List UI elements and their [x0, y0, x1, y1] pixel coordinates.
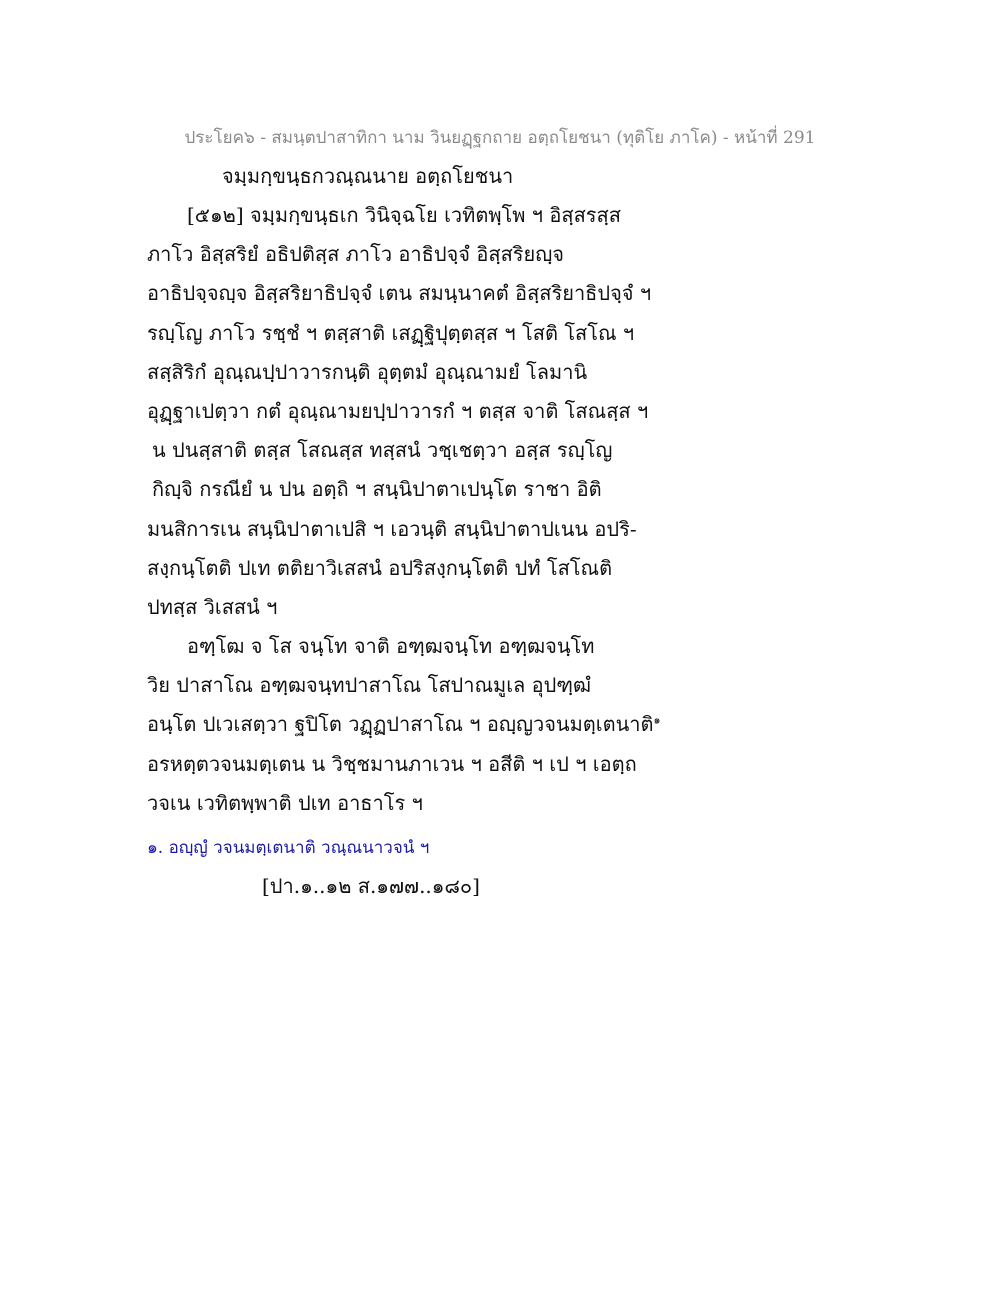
paragraph-line: น ปนสฺสาติ ตสฺส โสณสฺส ทสฺสนํ วชฺเชตฺวา อสฺส รญฺโญ — [152, 438, 613, 463]
paragraph-line: วจเน เวทิตพฺพาติ ปเท อาธาโร ฯ — [147, 790, 423, 815]
footnote: ๑. อญฺญํ วจนมตฺเตนาติ วณฺณนาวจนํ ฯ — [147, 838, 430, 858]
body-text — [147, 196, 661, 823]
paragraph-line: สงฺกนฺโตติ ปเท ตติยาวิเสสนํ อปริสงฺกนฺโตติ ปทํ โสโณติ — [147, 555, 613, 580]
paragraph-line: กิญฺจิ กรณียํ น ปน อตฺถิ ฯ สนฺนิปาตาเปนฺโต ราชา อิติ — [152, 477, 602, 502]
paragraph-line: ปทสฺส วิเสสนํ ฯ — [147, 594, 278, 619]
paragraph-line: สสฺสิริกํ อุณฺณปฺปาวารกนฺติ อุตฺตมํ อุณฺณามยํ โลมานิ — [147, 359, 588, 384]
paragraph-line-with-note — [147, 705, 661, 744]
section-title: จมฺมกฺขนฺธกวณฺณนาย อตฺถโยชนา — [222, 164, 514, 188]
line-text: อนฺโต ปเวเสตฺวา ฐปิโต วฏฺฏปาสาโณ ฯ อญฺญวจนมตฺเตนาติ — [147, 712, 654, 737]
paragraph-line: วิย ปาสาโณ อฑฺฒจนฺทปาสาโณ โสปาณมูเล อุปฑฺฒํ — [147, 673, 592, 698]
paragraph-line: อรหตฺตวจนมตฺเตน น วิชฺชมานภาเวน ฯ อสีติ ฯ เป ฯ เอตฺถ — [147, 751, 637, 776]
paragraph-line: มนสิการเน สนฺนิปาตาเปสิ ฯ เอวนฺติ สนฺนิปาตาปเนน อปริ- — [147, 516, 637, 541]
paragraph-line: อาธิปจฺจญฺจ อิสฺสริยาธิปจฺจํ เตน สมนฺนาคตํ อิสฺสริยาธิปจฺจํ ฯ — [147, 281, 652, 306]
paragraph-line: [๕๑๒] จมฺมกฺขนฺธเก วินิจฺฉโย เวทิตพฺโพ ฯ อิสฺสรสฺส — [187, 203, 621, 227]
footnote-marker: ๑ — [653, 713, 661, 727]
running-header: ประโยค๖ - สมนฺตปาสาทิกา นาม วินยฏฺฐกถาย อตฺถโยชนา (ทุติโย ภาโค) - หน้าที่ 291 — [184, 128, 816, 148]
paragraph-line: อุฏฺฐาเปตฺวา กตํ อุณฺณามยปฺปาวารกํ ฯ ตสฺส จาติ โสณสฺส ฯ — [147, 398, 649, 423]
paragraph-line: ภาโว อิสฺสริยํ อธิปติสฺส ภาโว อาธิปจฺจํ อิสฺสริยญฺจ — [147, 242, 564, 267]
paragraph-line: อฑฺโฒ จ โส จนฺโท จาติ อฑฺฒจนฺโท อฑฺฒจนฺโท — [187, 634, 595, 659]
page-reference: [ปา.๑..๑๒ ส.๑๗๗..๑๘๐] — [262, 874, 480, 898]
paragraph-line: รญฺโญ ภาโว รชฺชํ ฯ ตสฺสาติ เสฏฺฐิปุตฺตสฺส ฯ โสติ โสโณ ฯ — [147, 320, 635, 345]
